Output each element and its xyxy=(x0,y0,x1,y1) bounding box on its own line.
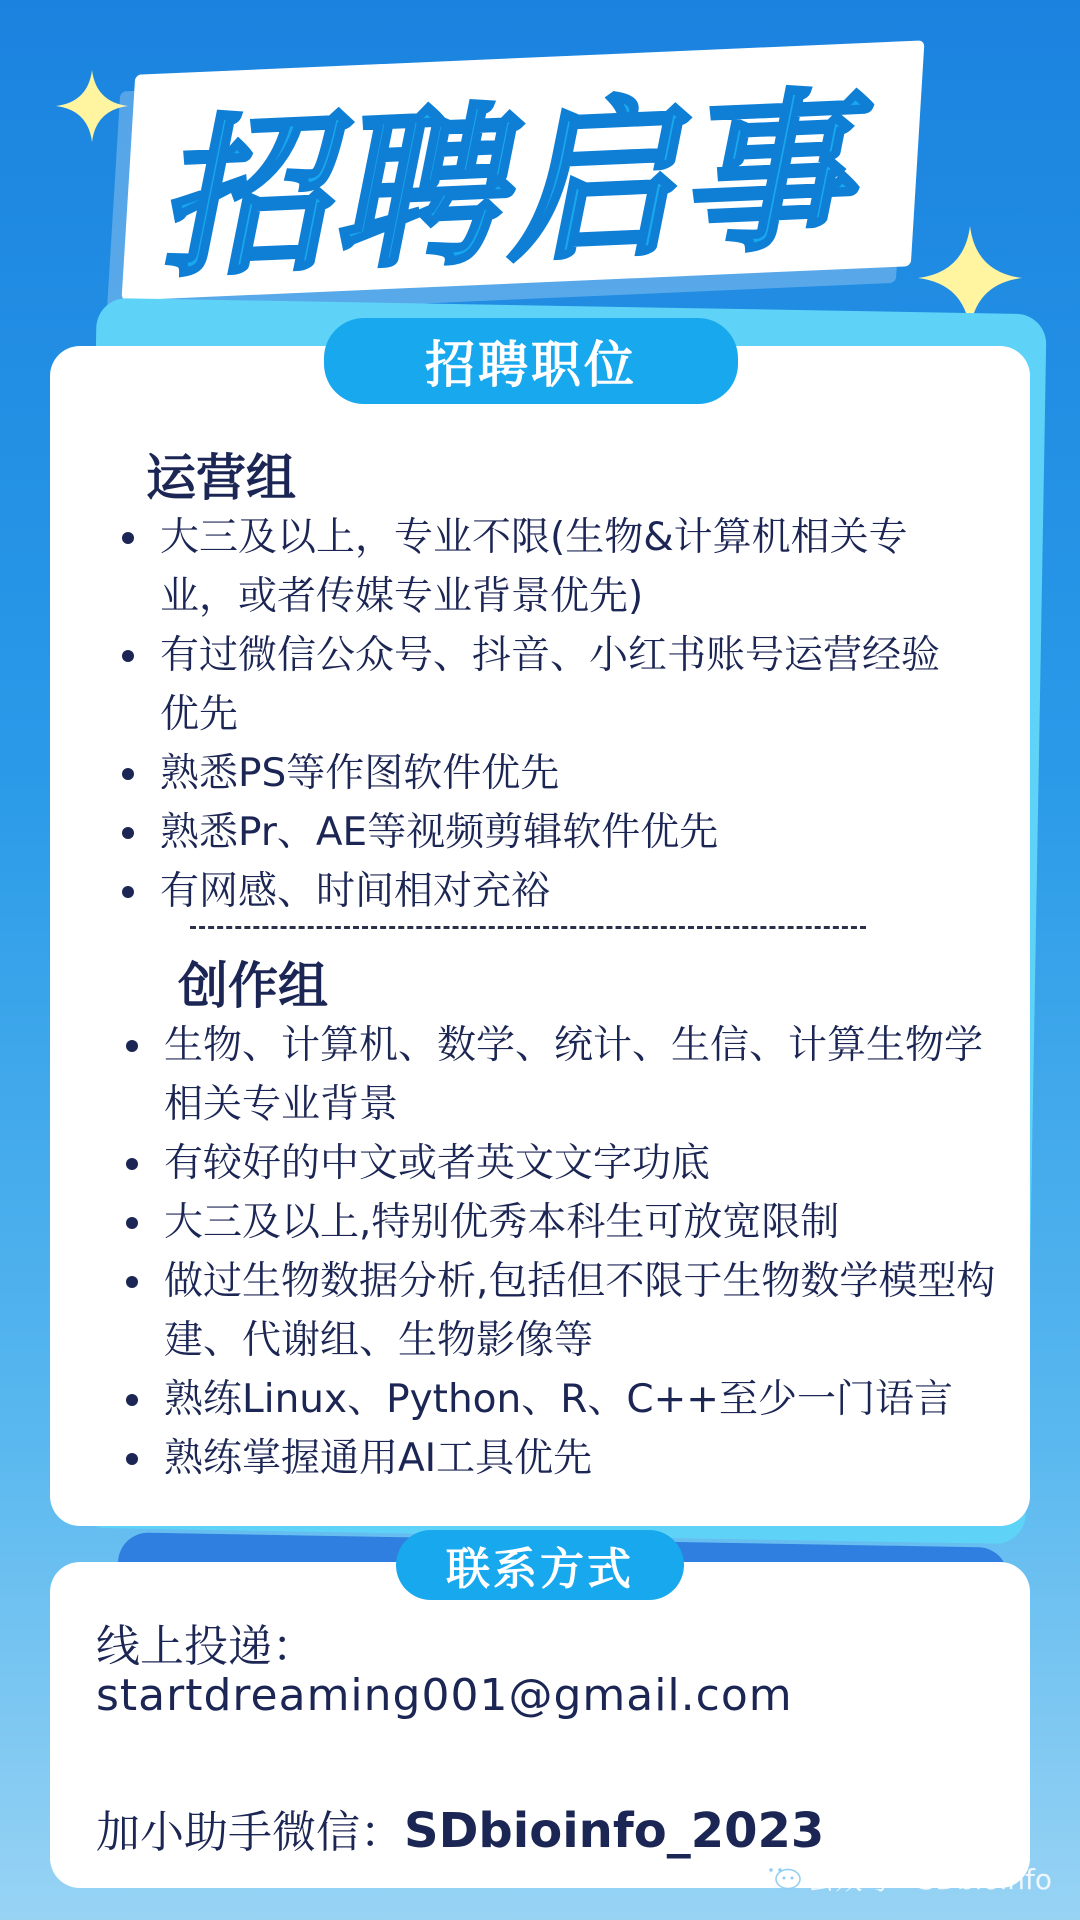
list-item: 大三及以上，专业不限(生物&计算机相关专业，或者传媒专业背景优先) xyxy=(110,508,960,626)
list-item: 有过微信公众号、抖音、小红书账号运营经验优先 xyxy=(110,626,960,744)
watermark-text: 公众号 · SDbioinfo xyxy=(806,1863,1052,1896)
group-title-operations: 运营组 xyxy=(146,449,296,507)
list-item: 有网感、时间相对充裕 xyxy=(110,862,960,921)
online-submission-label: 线上投递： xyxy=(96,1621,316,1672)
contact-heading-label: 联系方式 xyxy=(446,1544,634,1595)
operations-requirements-list xyxy=(110,508,960,921)
positions-heading-label: 招聘职位 xyxy=(425,336,637,394)
list-item: 熟练Linux、Python、R、C++至少一门语言 xyxy=(114,1370,1006,1429)
list-item: 大三及以上,特别优秀本科生可放宽限制 xyxy=(114,1193,1006,1252)
contact-email[interactable]: startdreaming001@gmail.com xyxy=(96,1670,793,1721)
page-title: 招聘启事 xyxy=(152,71,888,302)
watermark xyxy=(761,1858,1052,1898)
group-title-creation: 创作组 xyxy=(178,957,328,1015)
contact-heading xyxy=(396,1530,684,1600)
list-item: 生物、计算机、数学、统计、生信、计算生物学相关专业背景 xyxy=(114,1016,1006,1134)
section-divider xyxy=(190,926,866,929)
list-item: 做过生物数据分析,包括但不限于生物数学模型构建、代谢组、生物影像等 xyxy=(114,1252,1006,1370)
list-item: 熟悉Pr、AE等视频剪辑软件优先 xyxy=(110,803,960,862)
wechat-line xyxy=(96,1796,824,1860)
list-item: 熟悉PS等作图软件优先 xyxy=(110,744,960,803)
positions-heading xyxy=(324,318,738,404)
list-item: 熟练掌握通用AI工具优先 xyxy=(114,1429,1006,1488)
title-banner xyxy=(121,40,924,300)
wechat-label: 加小助手微信： xyxy=(96,1807,404,1858)
creation-requirements-list xyxy=(114,1016,1006,1488)
wechat-id[interactable]: SDbioinfo_2023 xyxy=(404,1803,825,1859)
list-item: 有较好的中文或者英文文字功底 xyxy=(114,1134,1006,1193)
wechat-icon xyxy=(761,1859,801,1898)
